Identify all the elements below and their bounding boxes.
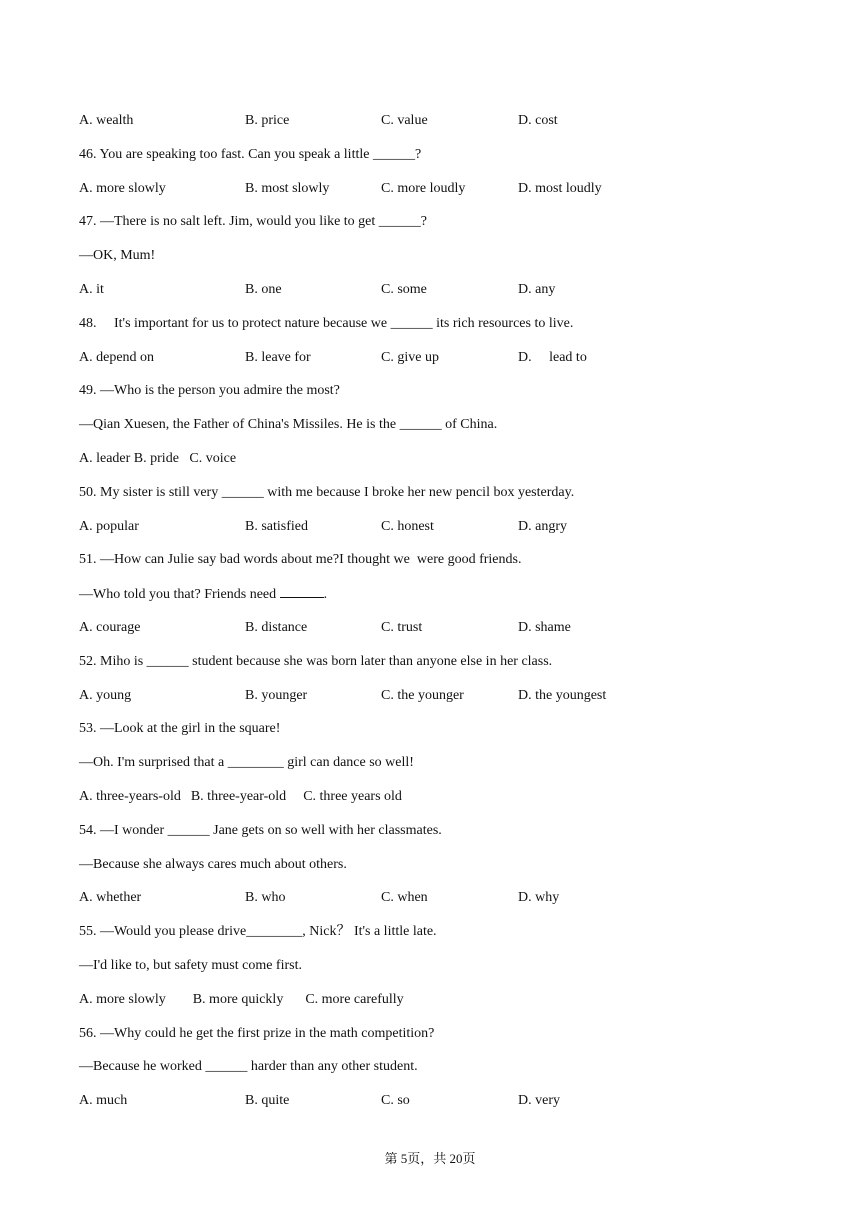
q54-options bbox=[79, 887, 779, 921]
q51-option-c: C. trust bbox=[381, 619, 423, 635]
q52-option-c: C. the younger bbox=[381, 687, 464, 703]
page-footer: 第 5页，共 20页 bbox=[384, 1151, 476, 1166]
q47-option-b: B. one bbox=[245, 281, 282, 297]
q53-options bbox=[79, 786, 779, 820]
q51-reply-text: —Who told you that? Friends need bbox=[79, 587, 280, 603]
q47-option-d: D. any bbox=[518, 281, 556, 297]
q52-option-b: B. younger bbox=[245, 687, 308, 703]
q46-options bbox=[79, 178, 779, 212]
q46-option-d: D. most loudly bbox=[518, 180, 602, 196]
q47-stem: 47. —There is no salt left. Jim, would you like to get ______? bbox=[79, 214, 428, 230]
q55-options bbox=[79, 989, 779, 1023]
q56-option-d: D. very bbox=[518, 1093, 560, 1109]
q47-options bbox=[79, 279, 779, 313]
q51-option-b: B. distance bbox=[245, 619, 308, 635]
q54-option-a: A. whether bbox=[79, 890, 142, 906]
q51-reply bbox=[79, 583, 779, 617]
q47-option-a: A. it bbox=[79, 281, 104, 297]
q48-option-a: A. depend on bbox=[79, 349, 155, 365]
q50-option-d: D. angry bbox=[518, 518, 567, 534]
q53-option-c: C. three years old bbox=[303, 788, 402, 804]
q49-reply: —Qian Xuesen, the Father of China's Missiles. He is the ______ of China. bbox=[79, 417, 498, 433]
q50-option-c: C. honest bbox=[381, 518, 434, 534]
q45-options bbox=[79, 110, 779, 144]
q50-options bbox=[79, 516, 779, 550]
q55-option-a: A. more slowly bbox=[79, 991, 166, 1007]
q48-option-c: C. give up bbox=[381, 349, 439, 365]
q52-option-a: A. young bbox=[79, 687, 132, 703]
q55-stem: 55. —Would you please drive________, Nick？ It's a little late. bbox=[79, 924, 437, 940]
q53-stem: 53. —Look at the girl in the square! bbox=[79, 721, 281, 737]
q45-option-d: D. cost bbox=[518, 113, 558, 128]
q49-options: A. leader B. pride C. voice bbox=[79, 450, 237, 466]
q52-options bbox=[79, 685, 779, 719]
q48-option-b: B. leave for bbox=[245, 349, 311, 365]
q46-stem: 46. You are speaking too fast. Can you speak a little ______? bbox=[79, 146, 422, 162]
q53-option-a: A. three-years-old bbox=[79, 788, 181, 804]
q46-option-a: A. more slowly bbox=[79, 180, 166, 196]
q45-option-b: B. price bbox=[245, 113, 290, 128]
question-list bbox=[79, 110, 779, 1124]
q48-options bbox=[79, 347, 779, 381]
q45-option-c: C. value bbox=[381, 113, 428, 128]
q56-option-b: B. quite bbox=[245, 1093, 290, 1109]
q47-option-c: C. some bbox=[381, 281, 427, 297]
q55-option-c: C. more carefully bbox=[305, 991, 404, 1007]
q48-stem: 48. It's important for us to protect nature because we ______ its rich resources to live. bbox=[79, 315, 574, 331]
q56-stem: 56. —Why could he get the first prize in the math competition? bbox=[79, 1025, 435, 1041]
q46-option-b: B. most slowly bbox=[245, 180, 330, 196]
q50-stem: 50. My sister is still very ______ with me because I broke her new pencil box yesterday. bbox=[79, 484, 575, 500]
q56-reply: —Because he worked ______ harder than any other student. bbox=[79, 1059, 418, 1075]
q52-stem: 52. Miho is ______ student because she was born later than anyone else in her class. bbox=[79, 653, 553, 669]
q56-options bbox=[79, 1090, 779, 1124]
q48-option-d: D. lead to bbox=[518, 349, 587, 365]
q53-option-b: B. three-year-old bbox=[190, 788, 287, 804]
q51-option-a: A. courage bbox=[79, 619, 141, 635]
q47-reply: —OK, Mum! bbox=[79, 248, 156, 264]
q51-options bbox=[79, 617, 779, 651]
q54-reply: —Because she always cares much about others. bbox=[79, 856, 347, 872]
answer-blank bbox=[280, 583, 324, 598]
q51-stem: 51. —How can Julie say bad words about me?I thought we were good friends. bbox=[79, 552, 522, 568]
q50-option-a: A. popular bbox=[79, 518, 139, 534]
q55-option-b: B. more quickly bbox=[192, 991, 284, 1007]
q52-option-d: D. the youngest bbox=[518, 687, 607, 703]
q45-option-a: A. wealth bbox=[79, 113, 134, 128]
q56-option-a: A. much bbox=[79, 1093, 128, 1109]
q54-stem: 54. —I wonder ______ Jane gets on so well with her classmates. bbox=[79, 822, 442, 838]
q50-option-b: B. satisfied bbox=[245, 518, 308, 534]
q54-option-d: D. why bbox=[518, 890, 560, 906]
q49-stem: 49. —Who is the person you admire the most? bbox=[79, 383, 340, 399]
q46-option-c: C. more loudly bbox=[381, 180, 466, 196]
q51-option-d: D. shame bbox=[518, 619, 571, 635]
q53-reply: —Oh. I'm surprised that a ________ girl can dance so well! bbox=[79, 755, 414, 771]
q54-option-b: B. who bbox=[245, 890, 286, 906]
q51-reply-end: . bbox=[323, 587, 328, 603]
q54-option-c: C. when bbox=[381, 890, 428, 906]
q56-option-c: C. so bbox=[381, 1093, 410, 1109]
q55-reply: —I'd like to, but safety must come first. bbox=[79, 957, 302, 973]
